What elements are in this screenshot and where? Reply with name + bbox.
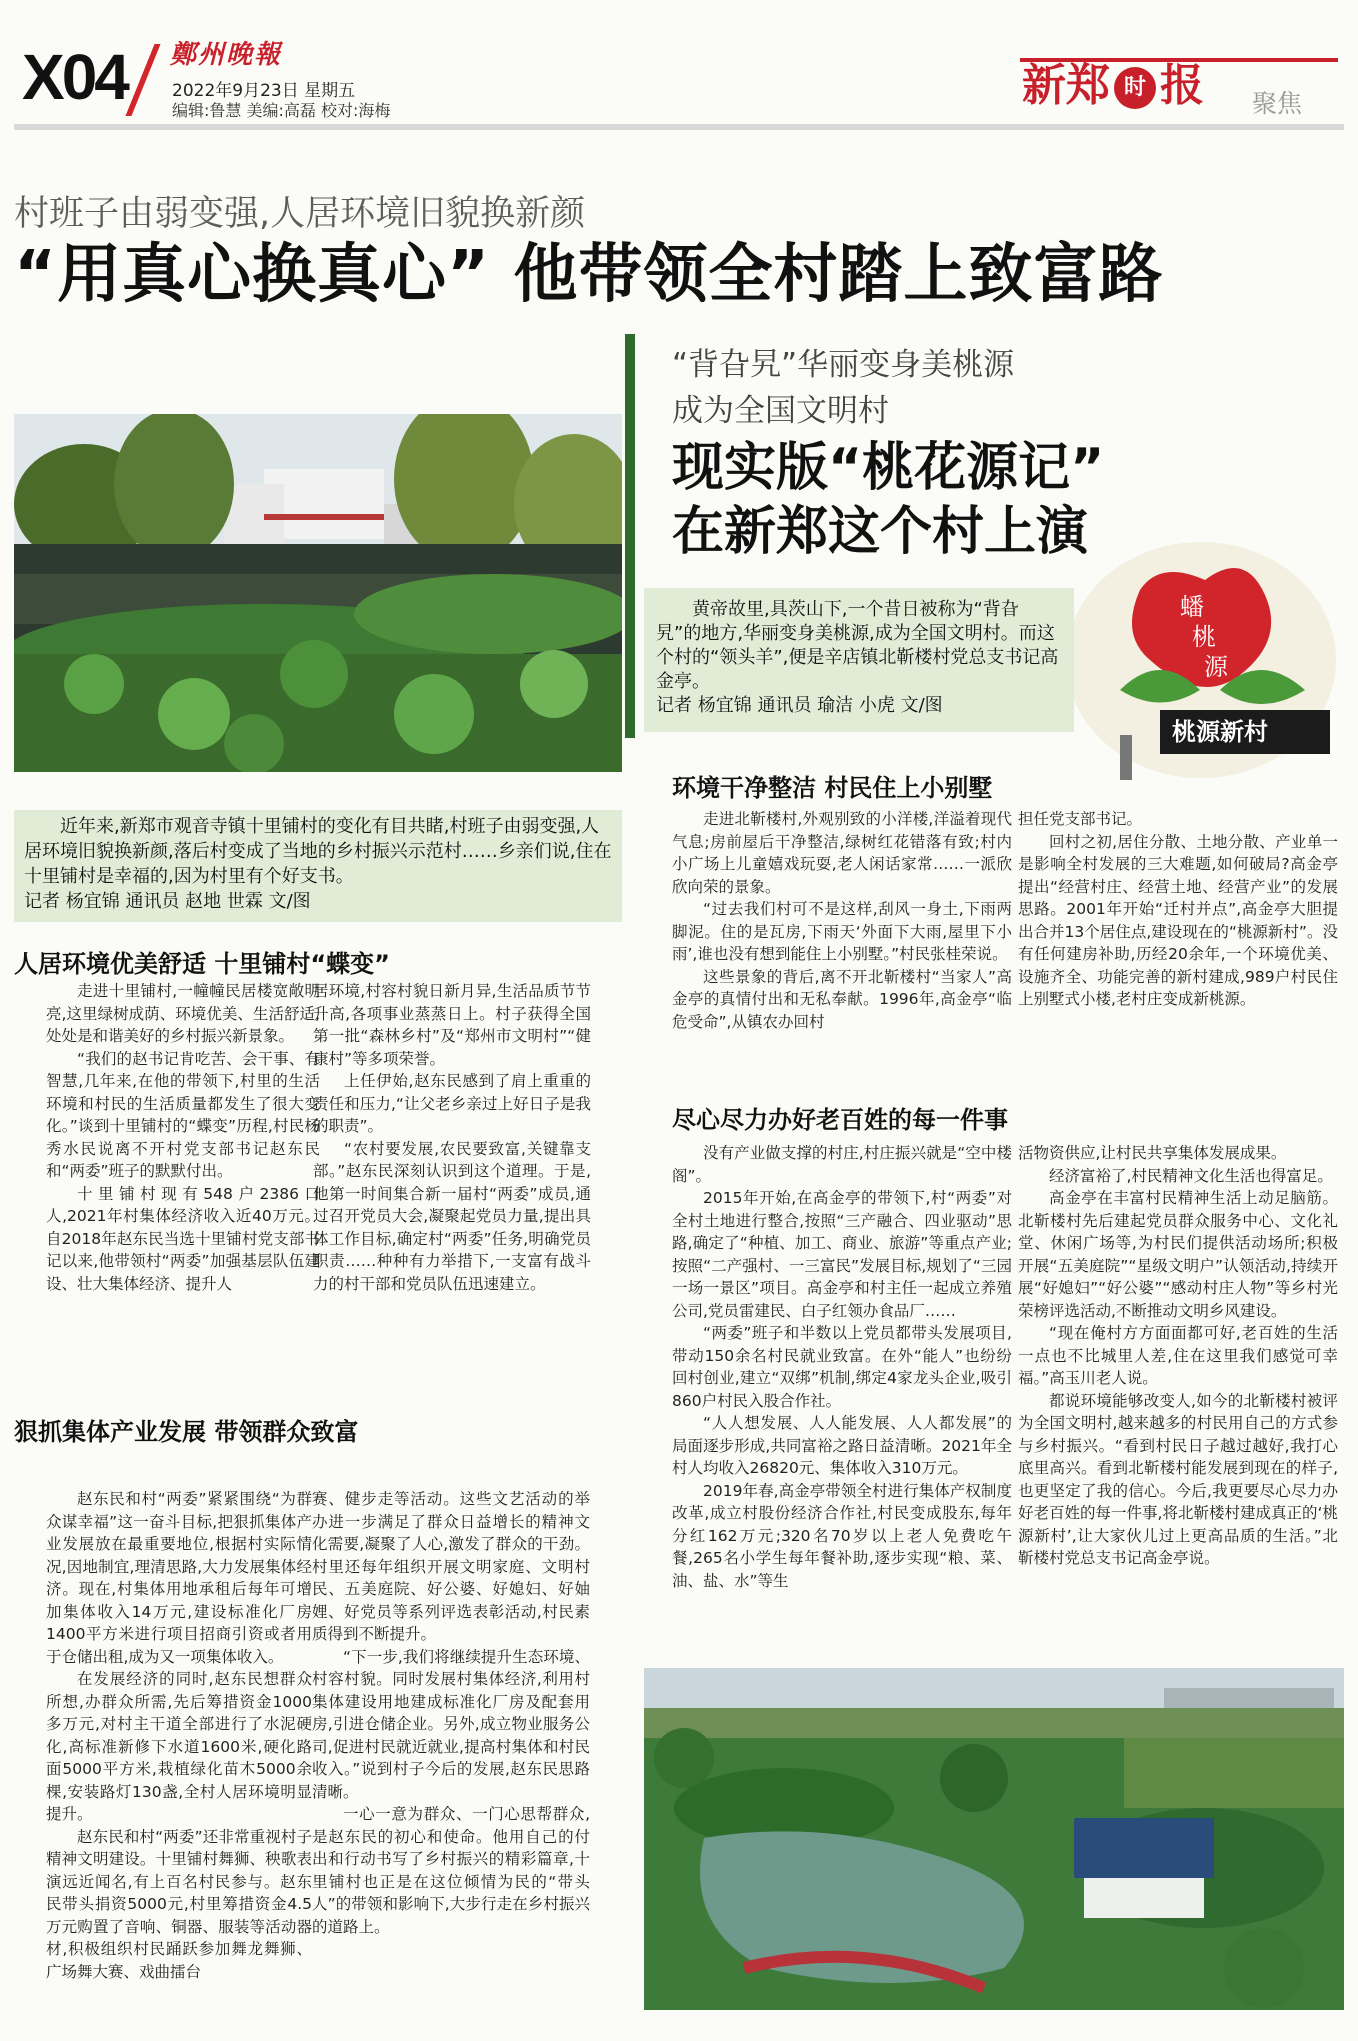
right-byline: 记者 杨宜锦 通讯员 瑜洁 小虎 文/图 [656, 695, 943, 716]
right-lead-text: 黄帝故里,具茨山下,一个昔日被称为“背旮旯”的地方,华丽变身美桃源,成为全国文明村。而这个村的“领头羊”,便是辛店镇北靳楼村党总支书记高金亭。 [656, 599, 1059, 692]
headline-title: “用真心换真心” 他带领全村踏上致富路 [14, 238, 1164, 312]
right-subtitle-line1: “背旮旯”华丽变身美桃源 [672, 347, 1015, 383]
left-s1-column2 [313, 980, 591, 1295]
paragraph: “下一步,我们将继续提升生态环境、村容村貌。同时发展村集体经济,利用村集体建设用地建成标准化厂房及配套用房,引进仓储企业。另外,成立物业服务公司,促进村民就近就业,提高村集体和村民收入。”说到村子今后的发展,赵东民思路清晰。 [312, 1647, 590, 1801]
right-title-line2: 在新郑这个村上演 [672, 502, 1089, 563]
right-subtitle-line2: 成为全国文明村 [672, 393, 889, 429]
paragraph: 居环境,村容村貌日新月异,生活品质节节升高,各项事业蒸蒸日上。村子获得全国第一批“森林乡村”及“郑州市文明村”“健康村”等多项荣誉。 [313, 982, 591, 1068]
headline-subtitle: 村班子由弱变强,人居环境旧貌换新颜 [14, 194, 586, 234]
brand-right: 报 [1160, 60, 1204, 111]
paragraph: 走进北靳楼村,外观别致的小洋楼,洋溢着现代气息;房前屋后干净整洁,绿树红花错落有致;村内小广场上儿童嬉戏玩耍,老人闲话家常……一派欣欣向荣的景象。 [672, 810, 1012, 896]
paragraph: 赛、健步走等活动。这些文艺活动的举办进一步满足了群众日益增长的精神文化需要,凝聚了人心,激发了群众的干劲。村里还每年组织开展文明家庭、文明村民、五美庭院、好公婆、好媳妇、好妯娌、好党员等系列评选表彰活动,村民素质得到不断提升。 [312, 1490, 590, 1643]
paragraph: “农村要发展,农民要致富,关键靠支部。”赵东民深刻认识到这个道理。于是,他第一时间集合新一届村“两委”成员,通过召开党员大会,凝聚起党员力量,提出具体工作目标,确定村“两委”任务,明确党员职责……种种有力举措下,一支富有战斗力的村干部和党员队伍迅速建立。 [313, 1139, 591, 1293]
left-lead-text: 近年来,新郑市观音寺镇十里铺村的变化有目共睹,村班子由弱变强,人居环境旧貌换新颜,落后村变成了当地的乡村振兴示范村……乡亲们说,住在十里铺村是幸福的,因为村里有个好支书。 [24, 816, 612, 887]
editor-credits: 编辑:鲁慧 美编:高磊 校对:海梅 [172, 101, 391, 120]
right-s2-column2 [1018, 1142, 1338, 1570]
header-rule [14, 124, 1344, 130]
right-s1-column1 [672, 808, 1012, 1033]
newspaper-logo: 鄭州晚報 [170, 40, 283, 70]
left-byline: 记者 杨宜锦 通讯员 赵地 世霖 文/图 [24, 891, 311, 912]
accent-bar [625, 334, 635, 738]
paragraph: 活物资供应,让村民共享集体发展成果。 [1018, 1144, 1287, 1162]
right-s2-column1 [672, 1142, 1012, 1592]
left-section1-title: 人居环境优美舒适 十里铺村“蝶变” [14, 950, 390, 978]
left-s2-column2 [312, 1488, 590, 1938]
village-pond-photo [14, 414, 622, 772]
paragraph: 在发展经济的同时,赵东民想群众所想,办群众所需,先后筹措资金1000多万元,对村主干道全部进行了水泥硬化,高标准新修下水道1600米,硬化路面5000平方米,栽植绿化苗木5000余棵,安装路灯130盏,全村人居环境明显提升。 [46, 1670, 312, 1823]
left-s2-column1 [46, 1488, 312, 1983]
page-number: X04 [22, 41, 127, 113]
section-brand [1022, 60, 1204, 111]
paragraph: 担任党支部书记。 [1018, 810, 1143, 828]
left-section2-title: 狠抓集体产业发展 带领群众致富 [14, 1418, 359, 1446]
paragraph: “我们的赵书记肯吃苦、会干事、有智慧,几年来,在他的带领下,村里的生活环境和村民的生活质量都发生了很大变化。”谈到十里铺村的“蝶变”历程,村民杨秀水民说离不开村党支部书记赵东民和“两委”班子的默默付出。 [46, 1049, 320, 1180]
paragraph: 走进十里铺村,一幢幢民居楼宽敞明亮,这里绿树成荫、环境优美、生活舒适,处处是和谐美好的乡村振兴新景象。 [46, 982, 320, 1045]
left-s1-column1 [46, 980, 320, 1295]
brand-left: 新郑 [1022, 60, 1110, 111]
right-section1-title: 环境干净整洁 村民住上小别墅 [672, 774, 993, 802]
brand-dot: 时 [1114, 67, 1156, 109]
paragraph: 没有产业做支撑的村庄,村庄振兴就是“空中楼阁”。 [672, 1144, 1012, 1185]
right-subtitle [672, 342, 1014, 434]
paragraph: 经济富裕了,村民精神文化生活也得富足。 [1049, 1166, 1333, 1185]
right-section2-title: 尽心尽力办好老百姓的每一件事 [672, 1106, 1008, 1134]
paragraph: 2015年开始,在高金亭的带领下,村“两委”对全村土地进行整合,按照“三产融合、四业驱动”思路,确定了“种植、加工、商业、旅游”等重点产业;按照“二产强村、一三富民”发展目标,规划了“三园一场一景区”项目。高金亭和村主任一起成立养殖公司,党员雷建民、白子红领办食品厂…… [672, 1189, 1012, 1320]
right-lead-box [644, 588, 1074, 732]
paragraph: 赵东民和村“两委”还非常重视村子精神文明建设。十里铺村舞狮、秧歌表演远近闻名,有上百名村民参与。赵东民带头捐资5000元,村里筹措资金4.5万元购置了音响、铜器、服装等活动器材,积极组织村民踊跃参加舞龙舞狮、广场舞大赛、戏曲擂台 [46, 1827, 312, 1981]
peach-sign-photo [1060, 540, 1342, 780]
paragraph: 2019年春,高金亭带领全村进行集体产权制度改革,成立村股份经济合作社,村民变成股东,每年分红162万元;320名70岁以上老人免费吃午餐,265名小学生每年餐补助,逐步实现“粮、菜、油、盐、水”等生 [672, 1481, 1012, 1590]
right-title [672, 436, 1104, 565]
paragraph: “两委”班子和半数以上党员都带头发展项目,带动150余名村民就业致富。在外“能人”也纷纷回村创业,建立“双绑”机制,绑定4家龙头企业,吸引860户村民入股合作社。 [672, 1324, 1012, 1410]
right-s1-column2 [1018, 808, 1338, 1011]
paragraph: 这些景象的背后,离不开北靳楼村“当家人”高金亭的真情付出和无私奉献。1996年,高金亭“临危受命”,从镇农办回村 [672, 967, 1012, 1031]
header-slash [125, 44, 160, 116]
paragraph: 一心一意为群众、一门心思帮群众,是赵东民的初心和使命。他用自己的付出和行动书写了乡村振兴的精彩篇章,十里铺村也正是在这位倾情为民的“带头人”的带领和影响下,大步行走在乡村振兴的道路上。 [312, 1805, 590, 1936]
paragraph: 都说环境能够改变人,如今的北靳楼村被评为全国文明村,越来越多的村民用自己的方式参与乡村振兴。“看到村民日子越过越好,我打心底里高兴。看到北靳楼村能发展到现在的样子,也更坚定了我的信心。今后,我更要尽心尽力办好老百姓的每一件事,将北靳楼村建成真正的‘桃源新村’,让大家伙儿过上更高品质的生活。”北靳楼村党总支书记高金亭说。 [1018, 1391, 1338, 1567]
paragraph: 上任伊始,赵东民感到了肩上重重的责任和压力,“让父老乡亲过上好日子是我的职责”。 [313, 1072, 591, 1135]
badge-sign-text: 桃源新村 [1172, 717, 1268, 746]
section-label: 聚焦 [1252, 89, 1303, 118]
paragraph: 赵东民和村“两委”紧紧围绕“为群众谋幸福”这一奋斗目标,把狠抓集体产业发展放在最重要地位,根据村实际情况,因地制宜,理清思路,大力发展集体经济。现在,村集体用地承租后每年可增加集体收入14万元,建设标准化厂房1400平方米进行项目招商引资或者用于仓储出租,成为又一项集体收入。 [46, 1490, 312, 1666]
paragraph: “人人想发展、人人能发展、人人都发展”的局面逐步形成,共同富裕之路日益清晰。2021年全村人均收入26820元、集体收入310万元。 [672, 1414, 1012, 1477]
badge-char: 蟠 [1180, 593, 1204, 621]
paragraph: 回村之初,居住分散、土地分散、产业单一是影响全村发展的三大难题,如何破局?高金亭提出“经营村庄、经营土地、经营产业”的发展思路。2001年开始“迁村并点”,高金亭大胆提出合并13个居住点,建设现在的“桃源新村”。没有任何建房补助,历经20余年,一个环境优美、设施齐全、功能完善的新村建成,989户村民住上别墅式小楼,老村庄变成新桃源。 [1018, 832, 1338, 1008]
paragraph: “过去我们村可不是这样,刮风一身土,下雨两脚泥。住的是瓦房,下雨天‘外面下大雨,屋里下小雨’,谁也没有想到能住上小别墅。”村民张桂荣说。 [672, 900, 1012, 963]
paragraph: 高金亭在丰富村民精神生活上动足脑筋。北靳楼村先后建起党员群众服务中心、文化礼堂、休闲广场等,为村民们提供活动场所;积极开展“五美庭院”“星级文明户”认领活动,持续开展“好媳妇”“好公婆”“感动村庄人物”等乡村光荣榜评选活动,不断推动文明乡风建设。 [1018, 1189, 1338, 1320]
left-lead-box [14, 810, 622, 922]
village-aerial-photo [644, 1668, 1344, 2010]
right-title-line1: 现实版“桃花源记” [672, 438, 1105, 498]
paragraph: “现在俺村方方面面都可好,老百姓的生活一点也不比城里人差,住在这里我们感觉可幸福。”高玉川老人说。 [1018, 1324, 1338, 1387]
badge-char: 源 [1204, 653, 1228, 681]
paragraph: 十里铺村现有548户2386口人,2021年村集体经济收入近40万元。自2018年赵东民当选十里铺村党支部书记以来,他带领村“两委”加强基层队伍建设、壮大集体经济、提升人 [46, 1184, 320, 1293]
badge-char: 桃 [1192, 623, 1216, 651]
issue-date: 2022年9月23日 星期五 [172, 81, 356, 101]
